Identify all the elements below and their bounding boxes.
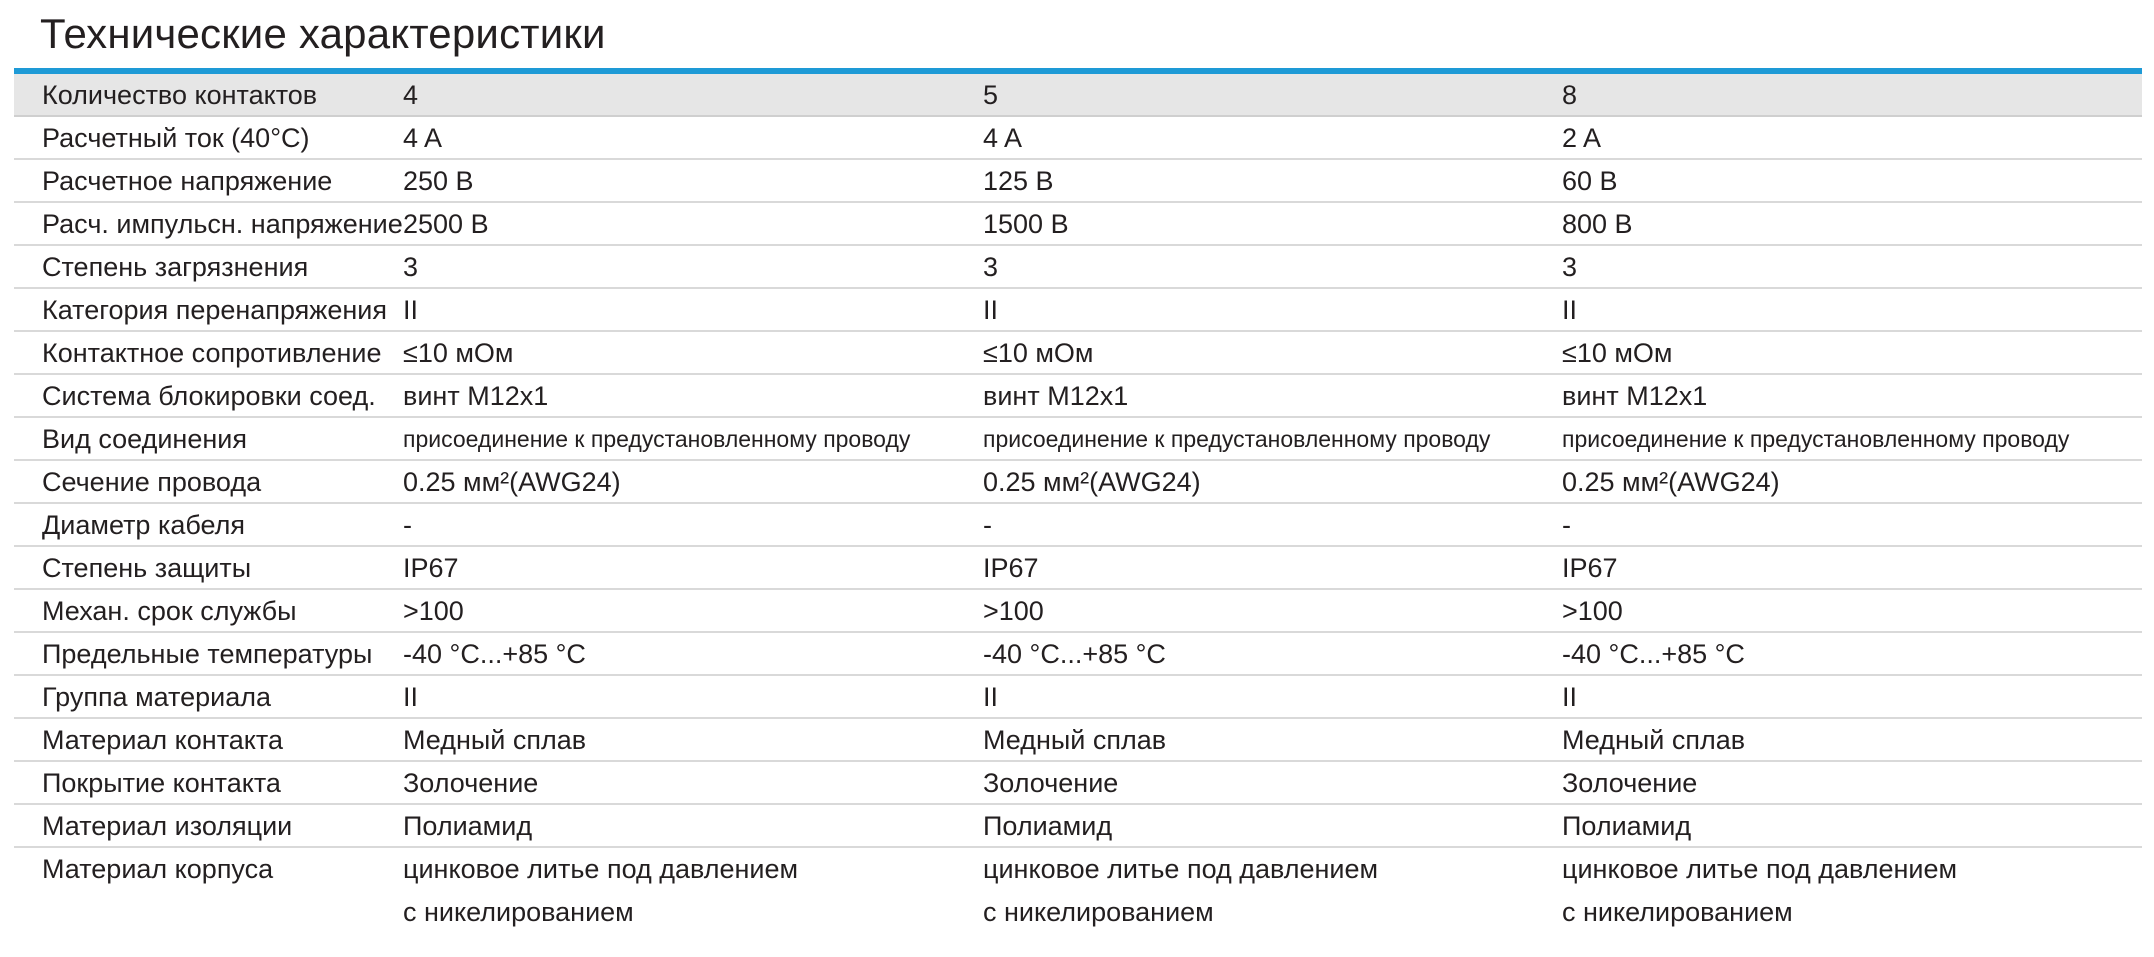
row-value: >100 xyxy=(403,596,464,626)
row-value: Полиамид xyxy=(1562,811,1692,841)
row-value: 3 xyxy=(983,252,999,282)
row-value: - xyxy=(983,510,992,540)
table-row xyxy=(14,246,2142,289)
row-value: винт M12x1 xyxy=(1562,381,1708,411)
row-value: II xyxy=(403,295,419,325)
table-row xyxy=(14,332,2142,375)
row-value: IP67 xyxy=(983,553,1039,583)
table-row xyxy=(14,160,2142,203)
row-value: Золочение xyxy=(983,768,1119,798)
row-value: II xyxy=(1562,682,1578,712)
row-value: ≤10 мОм xyxy=(1562,338,1673,368)
row-value: -40 °C...+85 °C xyxy=(983,639,1166,669)
row-value: -40 °C...+85 °C xyxy=(1562,639,1745,669)
row-value: 4 A xyxy=(403,123,443,153)
table-row xyxy=(14,848,2142,936)
table-row xyxy=(14,762,2142,805)
row-label: Система блокировки соед. xyxy=(42,381,376,411)
row-value: -40 °C...+85 °C xyxy=(403,639,586,669)
row-value: 4 A xyxy=(983,123,1023,153)
row-value: II xyxy=(983,682,999,712)
row-value: 800 В xyxy=(1562,209,1633,239)
row-value: IP67 xyxy=(403,553,459,583)
row-value: 0.25 мм²(AWG24) xyxy=(983,467,1201,497)
row-value: присоединение к предустановленному проводу xyxy=(403,426,911,452)
table-row xyxy=(14,203,2142,246)
row-value: II xyxy=(403,682,419,712)
table-row xyxy=(14,504,2142,547)
row-value: 4 xyxy=(403,80,419,110)
row-value: винт M12x1 xyxy=(403,381,549,411)
row-value: II xyxy=(1562,295,1578,325)
row-value: ≤10 мОм xyxy=(403,338,514,368)
table-row xyxy=(14,418,2142,461)
table-row xyxy=(14,74,2142,117)
row-label: Расч. импульсн. напряжение xyxy=(42,209,403,239)
table-row xyxy=(14,547,2142,590)
row-label: Диаметр кабеля xyxy=(42,510,246,540)
row-value: винт M12x1 xyxy=(983,381,1129,411)
row-label: Группа материала xyxy=(42,682,272,712)
row-value: Медный сплав xyxy=(403,725,587,755)
row-value: Золочение xyxy=(1562,768,1698,798)
row-value: цинковое литье под давлением с никелированием xyxy=(1562,854,1958,927)
row-label: Расчетный ток (40°C) xyxy=(42,123,310,153)
row-label: Контактное сопротивление xyxy=(42,338,382,368)
row-value: Полиамид xyxy=(403,811,533,841)
row-label: Категория перенапряжения xyxy=(42,295,387,325)
row-label: Материал изоляции xyxy=(42,811,293,841)
row-value: цинковое литье под давлением с никелированием xyxy=(403,854,799,927)
page-title: Технические характеристики xyxy=(40,10,606,57)
row-value: Медный сплав xyxy=(983,725,1167,755)
row-value: - xyxy=(1562,510,1571,540)
row-label: Степень загрязнения xyxy=(42,252,309,282)
row-value: Золочение xyxy=(403,768,539,798)
row-value: 0.25 мм²(AWG24) xyxy=(403,467,621,497)
row-label: Количество контактов xyxy=(42,80,318,110)
table-row xyxy=(14,633,2142,676)
row-value: Медный сплав xyxy=(1562,725,1746,755)
table-row xyxy=(14,117,2142,160)
row-value: 3 xyxy=(1562,252,1578,282)
row-value: II xyxy=(983,295,999,325)
table-row xyxy=(14,719,2142,762)
row-value: 3 xyxy=(403,252,419,282)
row-value: присоединение к предустановленному проводу xyxy=(1562,426,2070,452)
table-row xyxy=(14,590,2142,633)
row-value: присоединение к предустановленному проводу xyxy=(983,426,1491,452)
row-value: >100 xyxy=(1562,596,1623,626)
row-value: цинковое литье под давлением с никелированием xyxy=(983,854,1379,927)
row-label: Сечение провода xyxy=(42,467,262,497)
table-row xyxy=(14,805,2142,848)
row-label: Материал корпуса xyxy=(42,854,274,884)
row-value: 5 xyxy=(983,80,999,110)
row-value: >100 xyxy=(983,596,1044,626)
spec-table xyxy=(14,74,2142,936)
row-value: IP67 xyxy=(1562,553,1618,583)
row-value: 60 В xyxy=(1562,166,1618,196)
table-row xyxy=(14,289,2142,332)
row-label: Материал контакта xyxy=(42,725,283,755)
row-label: Покрытие контакта xyxy=(42,768,281,798)
table-row xyxy=(14,676,2142,719)
row-value: 8 xyxy=(1562,80,1578,110)
row-label: Степень защиты xyxy=(42,553,252,583)
row-value: 2 A xyxy=(1562,123,1602,153)
row-value: Полиамид xyxy=(983,811,1113,841)
row-value: 0.25 мм²(AWG24) xyxy=(1562,467,1780,497)
table-row xyxy=(14,375,2142,418)
row-label: Расчетное напряжение xyxy=(42,166,333,196)
row-value: 1500 В xyxy=(983,209,1069,239)
row-value: 2500 В xyxy=(403,209,489,239)
row-value: 125 В xyxy=(983,166,1054,196)
table-row xyxy=(14,461,2142,504)
row-label: Предельные температуры xyxy=(42,639,373,669)
row-label: Вид соединения xyxy=(42,424,247,454)
row-value: ≤10 мОм xyxy=(983,338,1094,368)
row-label: Механ. срок службы xyxy=(42,596,297,626)
row-value: - xyxy=(403,510,412,540)
row-value: 250 В xyxy=(403,166,474,196)
